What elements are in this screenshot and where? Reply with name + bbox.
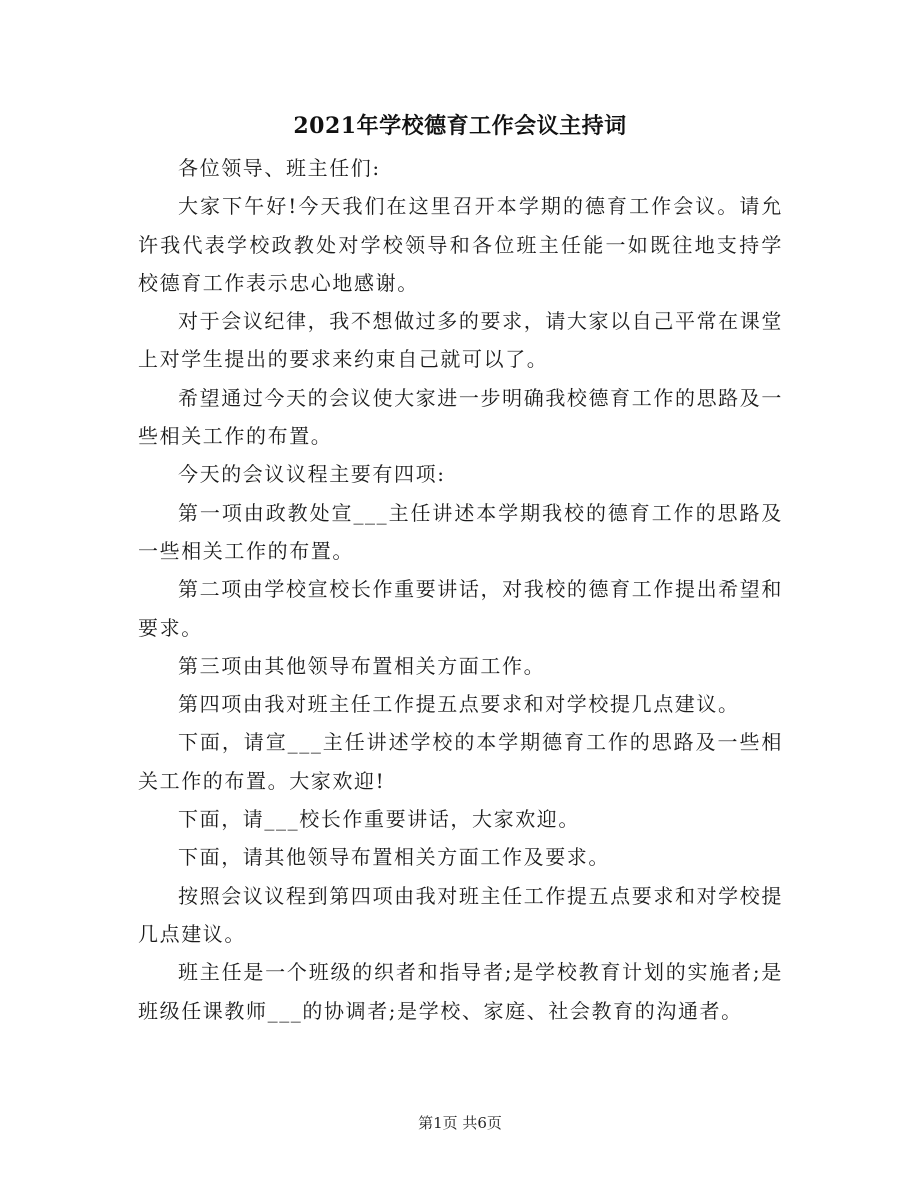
paragraph-teacher-role: 班主任是一个班级的织者和指导者;是学校教育计划的实施者;是班级任课教师___的协调者;是学校、家庭、社会教育的沟通者。: [138, 960, 783, 1023]
paragraph-agenda-item-3: 第三项由其他领导布置相关方面工作。: [178, 653, 546, 678]
paragraph-fourth-item: 按照会议议程到第四项由我对班主任工作提五点要求和对学校提几点建议。: [138, 883, 783, 946]
paragraph-discipline: 对于会议纪律，我不想做过多的要求，请大家以自己平常在课堂上对学生提出的要求来约束自己就可以了。: [138, 309, 783, 372]
paragraph-invite-director: 下面，请宣___主任讲述学校的本学期德育工作的思路及一些相关工作的布置。大家欢迎!: [138, 730, 783, 793]
paragraph-invite-leaders: 下面，请其他领导布置相关方面工作及要求。: [178, 845, 610, 870]
paragraph-agenda-item-2: 第二项由学校宣校长作重要讲话，对我校的德育工作提出希望和要求。: [138, 577, 783, 640]
page-number-footer: 第1页 共6页: [418, 1114, 502, 1132]
paragraph-salutation: 各位领导、班主任们:: [178, 156, 381, 180]
paragraph-agenda-intro: 今天的会议议程主要有四项:: [178, 462, 446, 487]
document-title: 2021年学校德育工作会议主持词: [293, 113, 627, 139]
paragraph-agenda-item-4: 第四项由我对班主任工作提五点要求和对学校提几点建议。: [178, 692, 740, 717]
paragraph-greeting: 大家下午好!今天我们在这里召开本学期的德育工作会议。请允许我代表学校政教处对学校领导和各位班主任能一如既往地支持学校德育工作表示忠心地感谢。: [138, 194, 783, 295]
paragraph-invite-principal: 下面，请___校长作重要讲话，大家欢迎。: [178, 807, 580, 832]
paragraph-purpose: 希望通过今天的会议使大家进一步明确我校德育工作的思路及一些相关工作的布置。: [138, 385, 783, 449]
paragraph-agenda-item-1: 第一项由政教处宣___主任讲述本学期我校的德育工作的思路及一些相关工作的布置。: [138, 500, 783, 563]
document-body: [138, 149, 783, 1030]
